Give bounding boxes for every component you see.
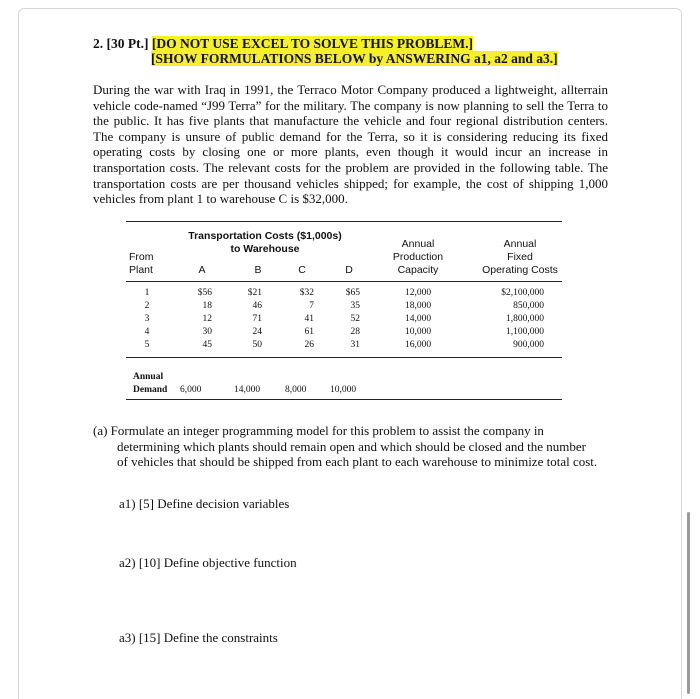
cell-a: $56 <box>197 288 212 298</box>
part-a-line3: of vehicles that should be shipped from each plant to each warehouse to minimize total cost. <box>117 454 598 470</box>
cell-capacity: 10,000 <box>404 327 432 337</box>
header-capacity-line3: Capacity <box>397 264 439 276</box>
cell-plant: 2 <box>144 301 150 311</box>
header-fixed-line2: Fixed <box>507 251 533 263</box>
cell-c: 7 <box>309 301 314 311</box>
cell-capacity: 14,000 <box>404 314 432 324</box>
demand-c: 8,000 <box>285 385 307 395</box>
col-header-d: D <box>345 264 353 276</box>
cell-fixed: 900,000 <box>513 340 544 350</box>
body-bottom-rule <box>126 357 562 358</box>
cell-a: 18 <box>202 301 212 311</box>
question-heading <box>93 36 473 52</box>
warning-no-excel: [DO NOT USE EXCEL TO SOLVE THIS PROBLEM.] <box>151 36 473 51</box>
cell-d: 52 <box>350 314 360 324</box>
header-from-plant <box>129 251 169 277</box>
cell-a: 45 <box>202 340 212 350</box>
cell-b: 46 <box>252 301 262 311</box>
demand-d: 10,000 <box>330 385 357 395</box>
cell-plant: 1 <box>144 288 150 298</box>
demand-a: 6,000 <box>180 385 202 395</box>
cell-d: 35 <box>350 301 360 311</box>
header-transport-line1: Transportation Costs ($1,000s) <box>188 230 342 242</box>
col-header-b: B <box>254 264 262 276</box>
scrollbar[interactable] <box>687 512 690 694</box>
question-number: 2. [30 Pt.] <box>93 36 149 51</box>
header-bottom-rule <box>126 281 562 282</box>
subquestion-a2: a2) [10] Define objective function <box>119 555 297 570</box>
header-from-line1: From <box>129 251 154 263</box>
cell-plant: 4 <box>144 327 150 337</box>
cell-d: 31 <box>350 340 360 350</box>
cell-d: 28 <box>350 327 360 337</box>
col-header-c: C <box>298 264 306 276</box>
table-top-rule <box>126 221 562 222</box>
part-a-prompt <box>93 423 608 470</box>
question-heading-line2 <box>151 51 558 67</box>
demand-label-line1: Annual <box>133 372 164 382</box>
header-transport-line2: to Warehouse <box>230 243 300 255</box>
cell-b: 24 <box>252 327 262 337</box>
cell-plant: 3 <box>144 314 150 324</box>
cell-capacity: 12,000 <box>404 288 432 298</box>
cell-c: $32 <box>299 288 314 298</box>
cell-fixed: $2,100,000 <box>501 288 544 298</box>
cell-a: 12 <box>202 314 212 324</box>
cell-b: 50 <box>252 340 262 350</box>
cell-b: $21 <box>247 288 262 298</box>
subquestion-a3: a3) [15] Define the constraints <box>119 630 278 645</box>
cell-capacity: 18,000 <box>404 301 432 311</box>
cell-c: 26 <box>304 340 314 350</box>
cell-b: 71 <box>252 314 262 324</box>
cell-capacity: 16,000 <box>404 340 432 350</box>
header-fixed-costs <box>470 238 570 277</box>
warning-show-formulations: [SHOW FORMULATIONS BELOW by ANSWERING a1, a2 and a3.] <box>151 51 558 66</box>
header-transport <box>185 230 345 256</box>
subquestion-a1: a1) [5] Define decision variables <box>119 496 290 511</box>
table-bottom-rule <box>126 399 562 400</box>
header-capacity-line1: Annual <box>401 238 435 250</box>
header-from-line2: Plant <box>129 264 153 276</box>
cell-d: $65 <box>345 288 360 298</box>
cell-fixed: 850,000 <box>513 301 544 311</box>
part-a-line1: (a) Formulate an integer programming model for this problem to assist the company in <box>93 423 544 438</box>
header-capacity <box>380 238 456 277</box>
header-fixed-line3: Operating Costs <box>482 264 558 276</box>
cell-a: 30 <box>202 327 212 337</box>
cell-c: 61 <box>304 327 314 337</box>
demand-label-line2: Demand <box>133 385 168 395</box>
col-header-a: A <box>198 264 206 276</box>
header-capacity-line2: Production <box>392 251 444 263</box>
demand-b: 14,000 <box>234 385 261 395</box>
cell-fixed: 1,800,000 <box>506 314 544 324</box>
cell-c: 41 <box>304 314 314 324</box>
header-fixed-line1: Annual <box>503 238 537 250</box>
part-a-line2: determining which plants should remain open and which should be closed and the number <box>117 438 586 454</box>
cell-fixed: 1,100,000 <box>506 327 544 337</box>
cell-plant: 5 <box>144 340 150 350</box>
problem-paragraph: During the war with Iraq in 1991, the Terraco Motor Company produced a lightweight, allterrain vehicle code-named “J99 Terra” for the military. The company is now planning to sell the Terra to the public. It has five plants that manufacture the vehicle and four regional distribution centers. The company is unsure of public demand for the Terra, so it is considering reducing its fixed operating costs by closing one or more plants, even though it would incur an increase in transportation costs. The relevant costs for the problem are provided in the following table. The transportation costs are per thousand vehicles shipped; for example, the cost of shipping 1,000 vehicles from plant 1 to warehouse C is $32,000. <box>93 82 608 207</box>
